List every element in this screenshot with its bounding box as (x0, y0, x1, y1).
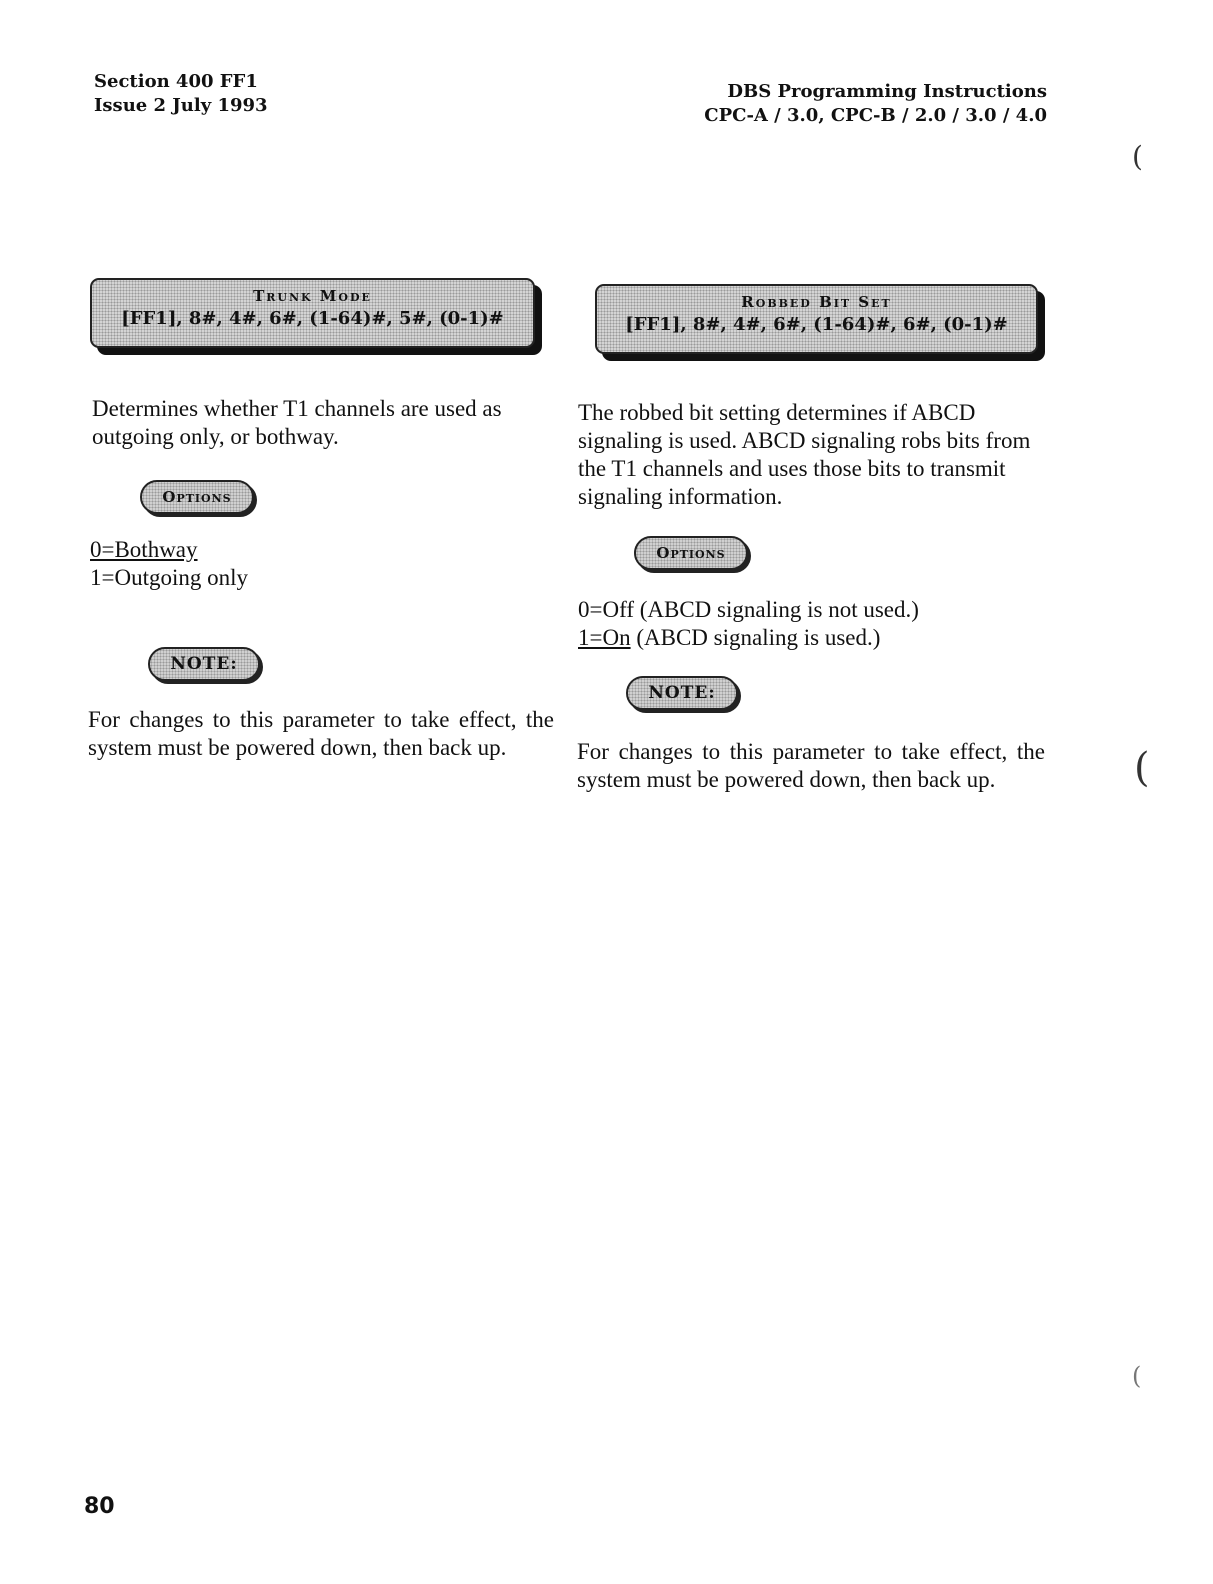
robbed-option-detail: (ABCD signaling is not used.) (633, 597, 919, 622)
scan-mark: ( (1132, 1362, 1142, 1390)
robbed-bit-code: [FF1], 8#, 4#, 6#, (1-64)#, 6#, (0-1)# (625, 314, 1008, 335)
header-left (94, 70, 268, 118)
version-label: CPC-A / 3.0, CPC-B / 2.0 / 3.0 / 4.0 (704, 105, 1047, 126)
trunk-mode-command-box (90, 278, 535, 348)
trunk-mode-code: [FF1], 8#, 4#, 6#, (1-64)#, 5#, (0-1)# (121, 308, 504, 329)
scan-mark: ( (1132, 140, 1143, 173)
robbed-bit-options-badge: Options (634, 536, 748, 570)
trunk-option-default: 0=Bothway (90, 537, 198, 562)
robbed-bit-set-command-box (595, 284, 1038, 354)
scan-mark: ( (1134, 745, 1150, 791)
robbed-bit-note-badge: NOTE: (626, 676, 738, 710)
issue-label: Issue 2 July 1993 (94, 95, 268, 116)
robbed-option-default-value: 1=On (578, 625, 631, 650)
trunk-mode-description: Determines whether T1 channels are used as outgoing only, or bothway. (92, 396, 502, 449)
trunk-mode-note-text: For changes to this parameter to take effect, the system must be powered down, then back up. (88, 707, 554, 760)
doc-title: DBS Programming Instructions (727, 81, 1047, 102)
robbed-bit-description: The robbed bit setting determines if ABCD signaling is used. ABCD signaling robs bits from the T1 channels and uses those bits to transmit signaling information. (578, 400, 1031, 509)
page-number: 80 (84, 1494, 115, 1519)
robbed-option-default-detail: (ABCD signaling is used.) (630, 625, 881, 650)
trunk-mode-note-badge: NOTE: (148, 647, 260, 681)
section-label: Section 400 FF1 (94, 71, 258, 92)
robbed-option (578, 596, 919, 624)
trunk-mode-title: Trunk Mode (253, 287, 372, 305)
header-right (704, 80, 1047, 128)
robbed-bit-note-text: For changes to this parameter to take effect, the system must be powered down, then back up. (577, 739, 1045, 792)
robbed-option-default (578, 624, 880, 652)
robbed-option-value: 0=Off (578, 597, 634, 622)
robbed-bit-title: Robbed Bit Set (741, 293, 892, 311)
trunk-mode-options-badge: Options (140, 480, 254, 514)
trunk-option: 1=Outgoing only (90, 565, 249, 590)
